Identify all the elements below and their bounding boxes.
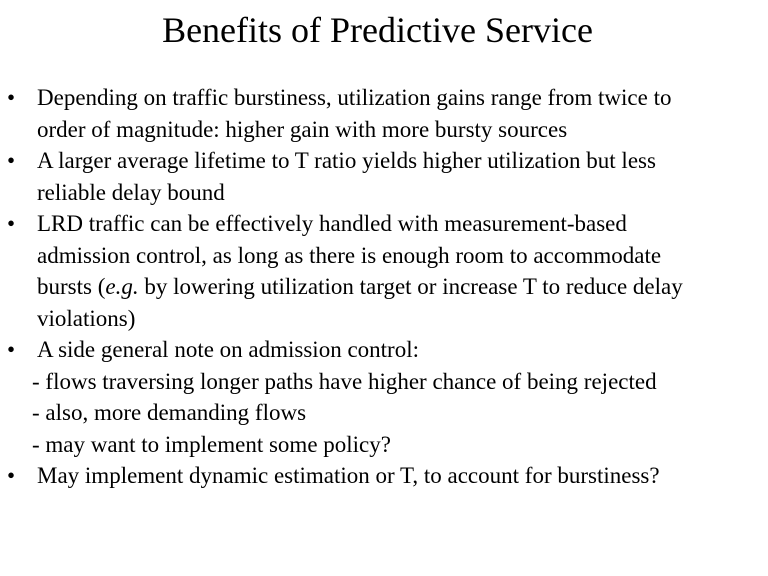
bullet-marker: • — [7, 85, 16, 110]
sub-points — [0, 366, 768, 461]
italic-text-run: e.g. — [105, 274, 139, 299]
bullet-marker: • — [7, 337, 16, 362]
bullet-text-line: A side general note on admission control: — [37, 337, 419, 362]
bullet-utilization-gains — [0, 82, 768, 145]
bullet-text-line: May implement dynamic estimation or T, to account for burstiness? — [37, 463, 660, 488]
bullet-marker: • — [7, 463, 16, 488]
text-run: bursts ( — [37, 274, 106, 299]
bullet-list — [0, 82, 768, 492]
sub-point-line: - also, more demanding flows — [32, 400, 307, 425]
bullet-text-line: violations) — [37, 305, 136, 331]
bullet-marker: • — [7, 211, 16, 236]
text-run: by lowering utilization target or increase T to reduce delay — [138, 274, 683, 299]
bullet-text-line — [37, 271, 762, 303]
bullet-text-line: admission control, as long as there is enough room to accommodate — [37, 242, 662, 268]
bullet-lifetime-ratio — [0, 145, 768, 208]
sub-point-line: - may want to implement some policy? — [32, 431, 391, 457]
sub-point-line: - flows traversing longer paths have higher chance of being rejected — [32, 368, 657, 394]
bullet-text-line: Depending on traffic burstiness, utilization gains range from twice to — [37, 85, 672, 110]
bullet-marker: • — [7, 148, 16, 173]
slide-title: Benefits of Predictive Service — [162, 10, 593, 50]
bullet-lrd-traffic — [0, 208, 768, 334]
bullet-admission-note — [0, 334, 768, 366]
bullet-dynamic-estimation — [0, 460, 768, 492]
bullet-text-line: A larger average lifetime to T ratio yields higher utilization but less — [37, 148, 656, 173]
bullet-text-line: order of magnitude: higher gain with more bursty sources — [37, 116, 568, 142]
bullet-text-line: reliable delay bound — [37, 179, 225, 205]
bullet-text-line: LRD traffic can be effectively handled with measurement-based — [37, 211, 627, 236]
